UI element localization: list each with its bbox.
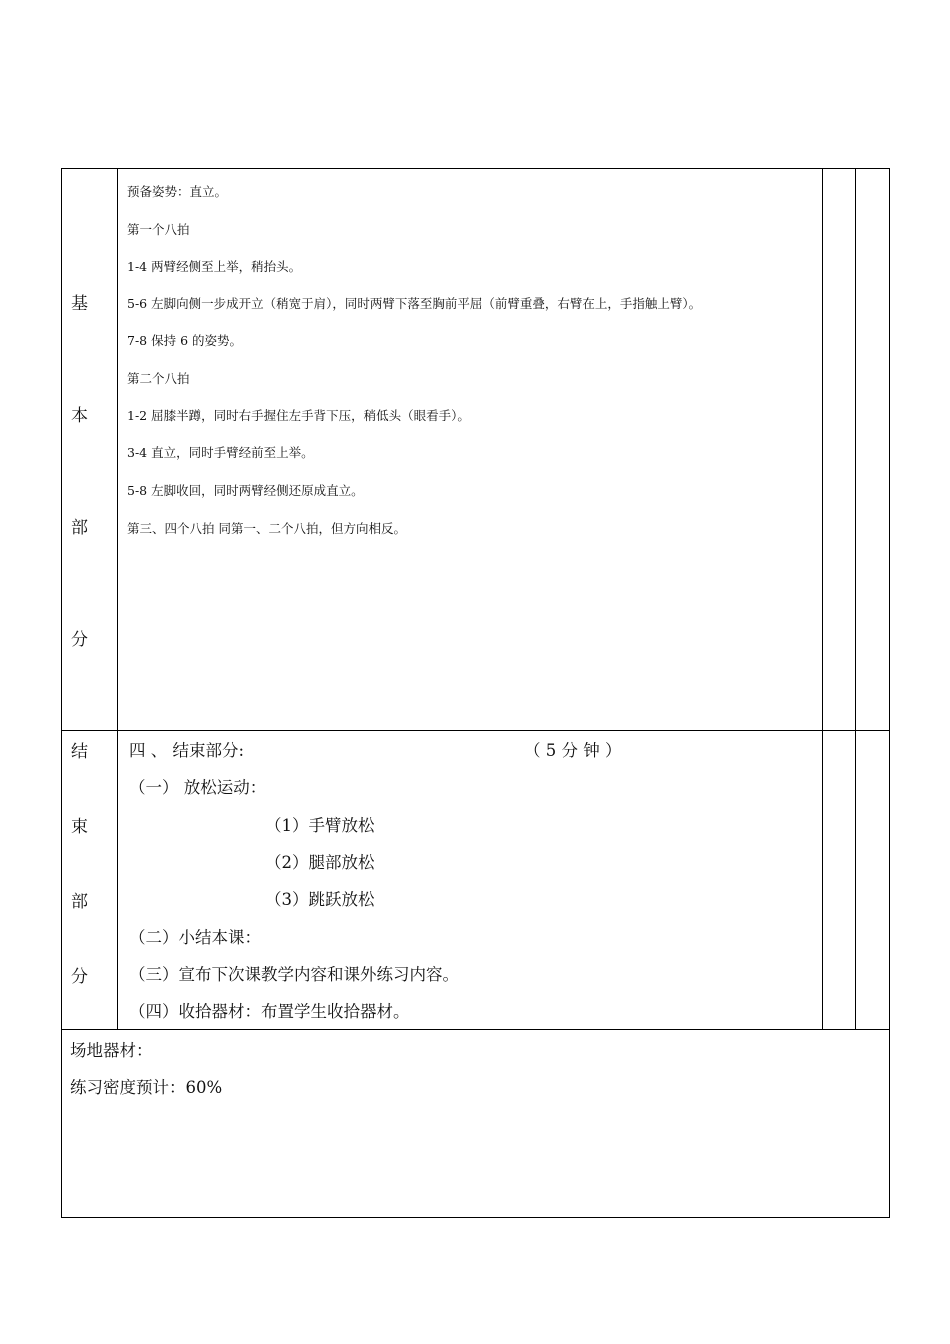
row-divider-basic-end bbox=[61, 730, 890, 731]
end-section-label-char: 部 bbox=[71, 892, 88, 912]
basic-section-label-char: 本 bbox=[71, 406, 88, 426]
basic-section-label-char: 分 bbox=[71, 630, 88, 650]
basic-section-label-char: 部 bbox=[71, 518, 88, 538]
label-column-divider bbox=[117, 168, 118, 1030]
basic-line: 5-8 左脚收回，同时两臂经侧还原成直立。 bbox=[127, 483, 364, 498]
end-duration: （ 5 分 钟 ） bbox=[524, 741, 622, 760]
basic-section-label-char: 基 bbox=[71, 294, 88, 314]
basic-line: 1-2 屈膝半蹲，同时右手握住左手背下压，稍低头（眼看手）。 bbox=[127, 408, 470, 423]
announce-line: （三）宣布下次课教学内容和课外练习内容。 bbox=[129, 965, 459, 984]
row-divider-end-footer bbox=[61, 1029, 890, 1030]
basic-line: 第二个八拍 bbox=[127, 371, 190, 386]
relax-title: （一） 放松运动： bbox=[129, 778, 267, 797]
basic-line: 第三、四个八拍 同第一、二个八拍，但方向相反。 bbox=[127, 521, 406, 536]
relax-item: （3）跳跃放松 bbox=[265, 890, 375, 909]
basic-line: 7-8 保持 6 的姿势。 bbox=[127, 333, 243, 348]
density-label: 练习密度预计：60% bbox=[70, 1078, 223, 1097]
venue-label: 场地器材： bbox=[70, 1041, 153, 1060]
extra-column-divider bbox=[855, 168, 856, 1030]
relax-item: （1）手臂放松 bbox=[265, 816, 375, 835]
basic-line: 3-4 直立，同时手臂经前至上举。 bbox=[127, 445, 314, 460]
content-column-divider bbox=[822, 168, 823, 1030]
relax-item: （2）腿部放松 bbox=[265, 853, 375, 872]
lesson-table bbox=[61, 168, 890, 1218]
end-section-label-char: 结 bbox=[71, 742, 88, 762]
basic-line: 5-6 左脚向侧一步成开立（稍宽于肩），同时两臂下落至胸前平屈（前臂重叠，右臂在上，手指触上臂）。 bbox=[127, 296, 702, 311]
basic-line: 1-4 两臂经侧至上举，稍抬头。 bbox=[127, 259, 302, 274]
end-section-label-char: 分 bbox=[71, 967, 88, 987]
collect-line: （四）收拾器材：布置学生收拾器材。 bbox=[129, 1002, 410, 1021]
end-section-label-char: 束 bbox=[71, 817, 88, 837]
end-heading: 四 、 结束部分: bbox=[129, 741, 245, 760]
basic-line: 预备姿势：直立。 bbox=[127, 184, 228, 199]
basic-line: 第一个八拍 bbox=[127, 222, 190, 237]
summary-line: （二）小结本课： bbox=[129, 928, 261, 947]
